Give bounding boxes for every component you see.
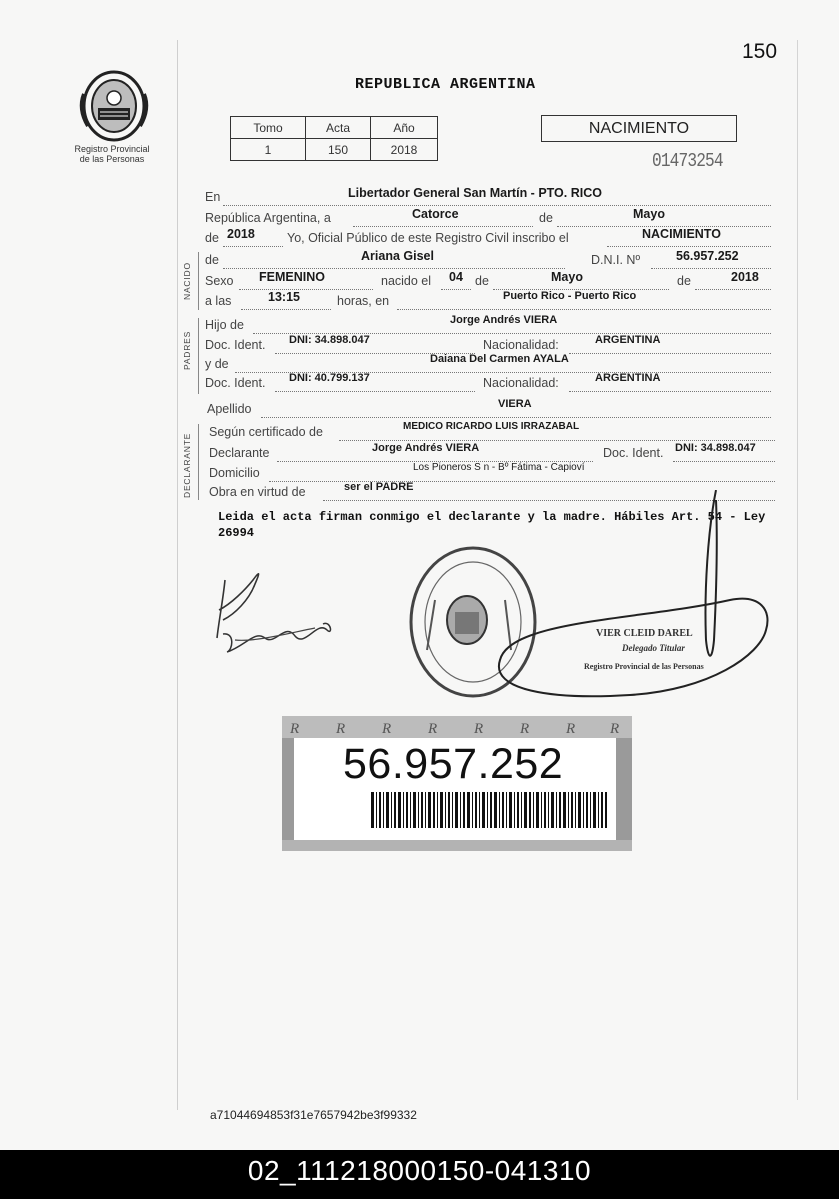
svg-text:R: R (474, 721, 484, 737)
label-doc-ident: Doc. Ident. (603, 446, 664, 460)
value-address: Los Pioneros S n - Bº Fátima - Capioví (413, 462, 585, 473)
page-border-right (797, 40, 798, 1100)
label-obra-en-virtud: Obra en virtud de (209, 485, 306, 499)
dotted-line (275, 390, 475, 392)
registry-value-acta: 150 (306, 139, 371, 161)
label-doc-ident: Doc. Ident. (205, 376, 266, 390)
registry-header-acta: Acta (306, 117, 371, 139)
dotted-line (223, 245, 283, 247)
section-label-padres: PADRES (182, 330, 192, 370)
svg-text:R: R (336, 721, 346, 737)
value-father-nationality: ARGENTINA (595, 334, 661, 346)
value-child-dni: 56.957.252 (676, 249, 739, 263)
label-de: de (205, 231, 219, 245)
dotted-line (569, 352, 771, 354)
stamp-officer-name: VIER CLEID DAREL (596, 628, 693, 639)
value-place: Libertador General San Martín - PTO. RICO (348, 186, 602, 200)
label-horas-en: horas, en (337, 294, 390, 308)
row-mother-doc (205, 372, 775, 394)
registry-header-tomo: Tomo (231, 117, 306, 139)
dotted-line (353, 225, 533, 227)
value-birth-day: 04 (449, 270, 463, 284)
page-number: 150 (742, 40, 778, 63)
dotted-line (673, 460, 775, 462)
svg-text:R: R (382, 721, 392, 737)
label-de: de (205, 253, 219, 267)
section-divider-declarante (198, 424, 199, 500)
serial-number: 01473254 (652, 150, 723, 172)
dni-number: 56.957.252 (343, 740, 564, 788)
value-birth-place: Puerto Rico - Puerto Rico (503, 290, 637, 302)
document-type-box: NACIMIENTO (541, 115, 737, 142)
closing-statement: Leida el acta firman conmigo el declarante y la madre. Hábiles Art. 54 - Ley 26994 (218, 510, 766, 540)
value-declarant-doc: DNI: 34.898.047 (675, 442, 756, 454)
registry-value-anio: 2018 (371, 139, 438, 161)
label-declarante: Declarante (209, 446, 270, 460)
logo-caption-line2: de las Personas (79, 154, 145, 164)
dotted-line (223, 204, 771, 206)
value-sex: FEMENINO (259, 270, 325, 284)
value-certified-by: MEDICO RICARDO LUIS IRRAZABAL (403, 421, 580, 432)
label-y-de: y de (205, 357, 229, 371)
value-mother-nationality: ARGENTINA (595, 372, 661, 384)
label-hijo-de: Hijo de (205, 318, 244, 332)
dotted-line (441, 288, 471, 290)
value-birth-time: 13:15 (268, 290, 300, 304)
stamp-officer-registry: Registro Provincial de las Personas (584, 662, 704, 671)
label-a-las: a las (205, 294, 232, 308)
value-father-name: Jorge Andrés VIERA (450, 314, 558, 326)
coat-of-arms-logo (74, 64, 154, 144)
label-sexo: Sexo (205, 274, 234, 288)
officer-signature (490, 490, 780, 705)
value-year: 2018 (227, 227, 255, 241)
row-record-type (205, 227, 775, 249)
section-label-nacido: NACIDO (182, 262, 192, 300)
stamp-officer-title: Delegado Titular (622, 643, 685, 653)
value-father-doc: DNI: 34.898.047 (289, 334, 370, 346)
label-de: de (475, 274, 489, 288)
row-place (205, 186, 775, 208)
footer-id: 02_111218000150-041310 (247, 1155, 592, 1186)
label-dni: D.N.I. Nº (591, 253, 641, 267)
label-nacionalidad: Nacionalidad: (483, 338, 559, 352)
label-doc-ident: Doc. Ident. (205, 338, 266, 352)
dotted-line (261, 416, 771, 418)
row-address (205, 462, 775, 484)
registry-table (230, 116, 438, 161)
svg-text:R: R (610, 721, 620, 737)
label-nacido-el: nacido el (381, 274, 432, 288)
label-republica: República Argentina, a (205, 211, 331, 225)
dotted-line (569, 390, 771, 392)
value-month: Mayo (633, 207, 665, 221)
registry-header-anio: Año (371, 117, 438, 139)
value-record-type: NACIMIENTO (642, 227, 721, 241)
dotted-line (241, 308, 331, 310)
value-surname: VIERA (498, 398, 532, 410)
label-yo-oficial: Yo, Oficial Público de este Registro Civil inscribo el (287, 231, 569, 245)
logo-caption-line1: Registro Provincial (74, 144, 150, 154)
dotted-line (607, 245, 771, 247)
country-title: REPUBLICA ARGENTINA (355, 76, 536, 93)
dotted-line (651, 267, 771, 269)
logo-caption (64, 144, 160, 164)
svg-text:R: R (566, 721, 576, 737)
registry-value-row (231, 139, 438, 161)
dotted-line (695, 288, 771, 290)
page-border-left (177, 40, 178, 1110)
label-nacionalidad: Nacionalidad: (483, 376, 559, 390)
row-certified-by (205, 421, 775, 443)
value-declarant-name: Jorge Andrés VIERA (372, 442, 480, 454)
label-apellido: Apellido (207, 402, 252, 416)
value-birth-month: Mayo (551, 270, 583, 284)
value-child-name: Ariana Gisel (361, 249, 434, 263)
svg-text:R: R (290, 721, 300, 737)
svg-text:R: R (520, 721, 530, 737)
label-en: En (205, 190, 221, 204)
registry-value-tomo: 1 (231, 139, 306, 161)
label-segun-certificado: Según certificado de (209, 425, 323, 439)
dotted-line (397, 308, 771, 310)
row-surname (205, 398, 775, 420)
value-by-virtue-of: ser el PADRE (344, 481, 414, 493)
registry-header-row (231, 117, 438, 139)
row-birth-time-place (205, 290, 775, 312)
value-mother-doc: DNI: 40.799.137 (289, 372, 370, 384)
label-de: de (677, 274, 691, 288)
dotted-line (239, 288, 373, 290)
declarant-signature (205, 560, 345, 670)
section-label-declarante: DECLARANTE (182, 432, 192, 498)
document-hash: a71044694853f31e7657942be3f99332 (210, 1108, 417, 1122)
svg-text:R: R (428, 721, 438, 737)
section-divider-nacido (198, 252, 199, 310)
value-mother-name: Daiana Del Carmen AYALA (430, 353, 569, 365)
label-domicilio: Domicilio (209, 466, 260, 480)
barcode (371, 792, 607, 828)
value-birth-year: 2018 (731, 270, 759, 284)
dotted-line (223, 267, 565, 269)
section-divider-padres (198, 318, 199, 394)
row-child-name (205, 249, 775, 271)
value-day-words: Catorce (412, 207, 459, 221)
label-de: de (539, 211, 553, 225)
dotted-line (339, 439, 775, 441)
